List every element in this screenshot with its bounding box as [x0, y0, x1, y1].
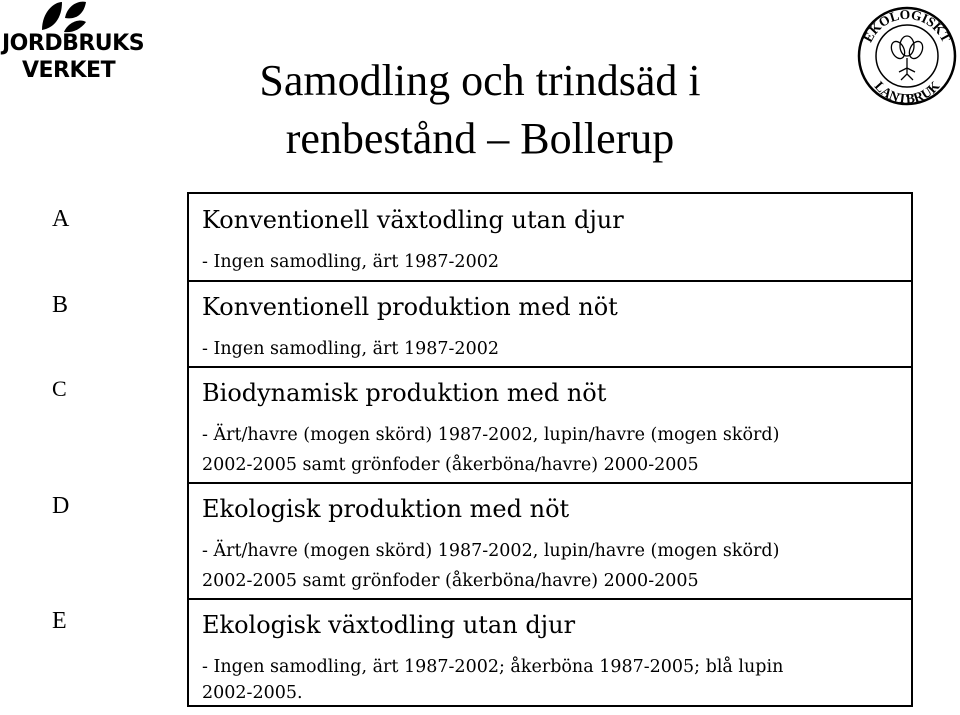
row-text: - Ärt/havre (mogen skörd) 1987-2002, lupin/havre (mogen skörd) [202, 425, 780, 445]
page-title [180, 52, 780, 168]
row-heading: Biodynamisk produktion med nöt [202, 379, 607, 407]
row-letter-e: E [52, 608, 67, 634]
table-row [189, 598, 911, 705]
table-row [189, 366, 911, 482]
row-heading: Ekologisk produktion med nöt [202, 495, 570, 523]
logo-bottom-text: LANTBRUK [871, 78, 943, 106]
title-line-2: renbestånd – Bollerup [285, 114, 675, 163]
treatments-table [187, 192, 913, 707]
row-letter-a: A [52, 206, 70, 232]
logo-top-text: EKOLOGISKT [860, 6, 954, 45]
jordbruksverket-logo [2, 0, 145, 95]
table-row [189, 280, 911, 366]
table-row [189, 194, 911, 280]
row-text: - Ärt/havre (mogen skörd) 1987-2002, lupin/havre (mogen skörd) [202, 541, 780, 561]
leaves-icon [40, 0, 88, 34]
ekologiskt-lantbruk-logo [854, 2, 960, 106]
svg-text:EKOLOGISKT [860, 7, 954, 45]
row-letter-c: C [52, 376, 67, 401]
row-letter-d: D [52, 493, 70, 519]
title-line-1: Samodling och trindsäd i [259, 56, 701, 105]
table-row [189, 482, 911, 598]
row-letter-b: B [52, 292, 69, 318]
row-text: - Ingen samodling, ärt 1987-2002 [202, 339, 499, 359]
flower-icon [889, 36, 925, 80]
row-text: 2002-2005 samt grönfoder (åkerböna/havre) 2000-2005 [202, 571, 699, 591]
row-text: 2002-2005. [202, 683, 303, 703]
row-heading: Konventionell växtodling utan djur [202, 206, 624, 234]
svg-text:LANTBRUK [872, 78, 943, 106]
row-text: - Ingen samodling, ärt 1987-2002 [202, 252, 499, 272]
row-text: - Ingen samodling, ärt 1987-2002; åkerböna 1987-2005; blå lupin [202, 657, 784, 677]
logo-word-1: JORDBRUKS [2, 31, 145, 56]
logo-word-2: VERKET [22, 58, 116, 83]
row-text: 2002-2005 samt grönfoder (åkerböna/havre) 2000-2005 [202, 455, 699, 475]
row-heading: Ekologisk växtodling utan djur [202, 611, 576, 639]
row-heading: Konventionell produktion med nöt [202, 293, 618, 321]
